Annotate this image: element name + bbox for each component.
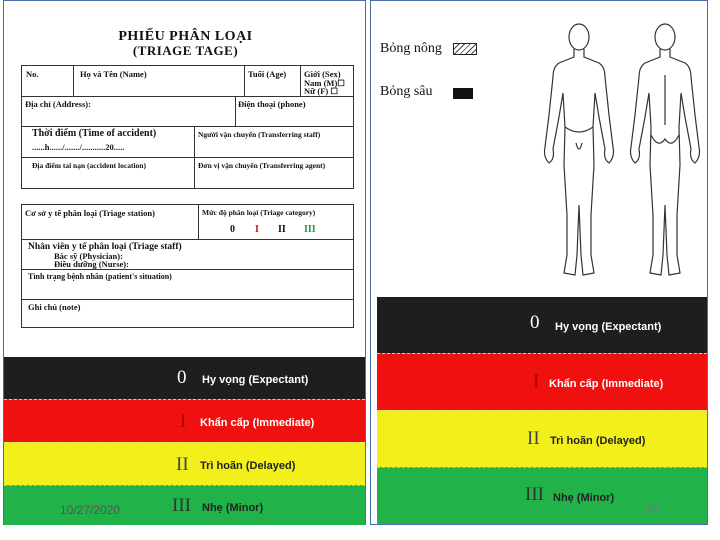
- body-outline-figure: [537, 15, 709, 287]
- band-minor: [4, 485, 365, 525]
- physician-label: Bác sỹ (Physician):: [54, 251, 123, 261]
- band-numeral-2: II: [176, 454, 189, 475]
- right-band-numeral-0: 0: [530, 312, 540, 333]
- band-numeral-0: 0: [177, 367, 187, 388]
- right-band-delayed: [377, 410, 707, 468]
- right-band-numeral-2: II: [527, 428, 540, 449]
- right-band-label-expectant: Hy vọng (Expectant): [555, 321, 662, 333]
- note-label: Ghi chú (note): [28, 302, 81, 312]
- age-label: Tuổi (Age): [248, 69, 287, 79]
- time-format: ......h....../......./...........20.....: [32, 142, 125, 152]
- burn-superficial-label: Bỏng nông: [380, 41, 442, 56]
- superficial-burn-swatch: [453, 43, 477, 55]
- band-label-expectant: Hy vọng (Expectant): [202, 374, 309, 386]
- transfer-agent-label: Đơn vị vận chuyển (Transferring agent): [198, 161, 326, 170]
- right-band-label-immediate: Khẩn cấp (Immediate): [549, 378, 664, 390]
- right-band-numeral-1: I: [533, 371, 540, 392]
- transfer-staff-label: Người vận chuyển (Transferring staff): [198, 130, 321, 139]
- triage-category-label: Mức độ phân loại (Triage category): [202, 208, 316, 217]
- form-title: PHIẾU PHÂN LOẠI: [118, 29, 253, 44]
- band-label-delayed: Trì hoãn (Delayed): [200, 460, 296, 472]
- band-label-immediate: Khẩn cấp (Immediate): [200, 417, 315, 429]
- male-checkbox[interactable]: Nam (M)☐: [304, 78, 345, 88]
- triage-station-label: Cơ sở y tế phân loại (Triage station): [25, 208, 155, 218]
- burn-deep-label: Bỏng sâu: [380, 84, 433, 99]
- no-label: No.: [26, 69, 39, 79]
- category-2: II: [278, 224, 286, 235]
- category-3: III: [304, 224, 316, 235]
- slide-date: 10/27/2020: [60, 503, 121, 517]
- band-numeral-1: I: [180, 411, 187, 432]
- accident-location-label: Địa điểm tai nạn (accident location): [32, 161, 146, 170]
- right-band-immediate: [377, 353, 707, 411]
- slide-page-number: 28: [645, 503, 659, 517]
- phone-label: Điện thoại (phone): [238, 99, 306, 109]
- category-1: I: [255, 224, 259, 235]
- address-label: Địa chỉ (Address):: [25, 99, 91, 109]
- female-checkbox[interactable]: Nữ (F) ☐: [304, 86, 338, 96]
- nurse-label: Điều dưỡng (Nurse):: [54, 259, 129, 269]
- deep-burn-swatch: [453, 88, 473, 99]
- sex-label: Giới (Sex): [304, 69, 341, 79]
- right-band-numeral-3: III: [525, 484, 544, 505]
- form-subtitle: (TRIAGE TAGE): [132, 43, 239, 58]
- triage-form-panel: [3, 0, 366, 525]
- triage-staff-label: Nhân viên y tế phân loại (Triage staff): [28, 242, 182, 252]
- right-band-label-minor: Nhẹ (Minor): [553, 492, 615, 504]
- band-label-minor: Nhẹ (Minor): [202, 502, 264, 514]
- band-delayed: [4, 442, 365, 486]
- time-accident-label: Thời điểm (Time of accident): [32, 128, 157, 139]
- band-numeral-3: III: [172, 495, 191, 516]
- category-0: 0: [230, 224, 235, 235]
- burn-body-chart-panel: [370, 0, 708, 525]
- band-immediate: [4, 399, 365, 443]
- name-label: Họ và Tên (Name): [80, 69, 147, 79]
- right-band-expectant: [377, 297, 707, 353]
- band-expectant: [4, 357, 365, 399]
- patient-info-box: [21, 65, 354, 189]
- patient-situation-label: Tình trạng bệnh nhân (patient's situation): [28, 272, 172, 281]
- right-band-label-delayed: Trì hoãn (Delayed): [550, 435, 646, 447]
- triage-info-box: [21, 204, 354, 328]
